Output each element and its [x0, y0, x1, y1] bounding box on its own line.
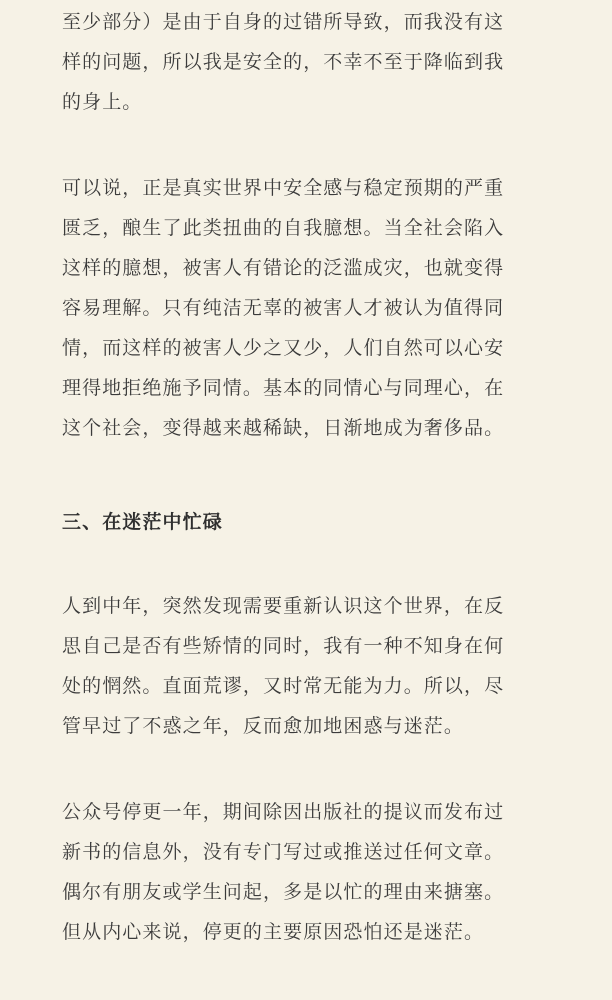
paragraph-4-line-2: 新书的信息外，没有专门写过或推送过任何文章。	[62, 841, 505, 863]
paragraph-1-line-3: 的身上。	[62, 91, 143, 113]
paragraph-2-line-6: 理得地拒绝施予同情。基本的同情心与同理心，在	[62, 377, 505, 399]
paragraph-4-line-4: 但从内心来说，停更的主要原因恐怕还是迷茫。	[62, 921, 485, 943]
paragraph-2-line-5: 情，而这样的被害人少之又少，人们自然可以心安	[62, 337, 505, 359]
paragraph-2-line-2: 匮乏，酿生了此类扭曲的自我臆想。当全社会陷入	[62, 217, 505, 239]
paragraph-1-line-1: 至少部分）是由于自身的过错所导致，而我没有这	[62, 11, 505, 33]
paragraph-4-line-1: 公众号停更一年，期间除因出版社的提议而发布过	[62, 801, 505, 823]
paragraph-4-line-3: 偶尔有朋友或学生问起，多是以忙的理由来搪塞。	[62, 881, 505, 903]
paragraph-2-line-3: 这样的臆想，被害人有错论的泛滥成灾，也就变得	[62, 257, 505, 279]
paragraph-2-line-7: 这个社会，变得越来越稀缺，日渐地成为奢侈品。	[62, 417, 505, 439]
paragraph-3-line-2: 思自己是否有些矫情的同时，我有一种不知身在何	[62, 635, 505, 657]
section-heading: 三、在迷茫中忙碌	[62, 511, 223, 533]
paragraph-1-line-2: 样的问题，所以我是安全的，不幸不至于降临到我	[62, 51, 505, 73]
paragraph-3-line-4: 管早过了不惑之年，反而愈加地困惑与迷茫。	[62, 715, 465, 737]
paragraph-2-line-4: 容易理解。只有纯洁无辜的被害人才被认为值得同	[62, 297, 505, 319]
paragraph-3-line-1: 人到中年，突然发现需要重新认识这个世界，在反	[62, 595, 505, 617]
paragraph-2-line-1: 可以说，正是真实世界中安全感与稳定预期的严重	[62, 177, 505, 199]
paragraph-3-line-3: 处的惘然。直面荒谬，又时常无能为力。所以，尽	[62, 675, 505, 697]
